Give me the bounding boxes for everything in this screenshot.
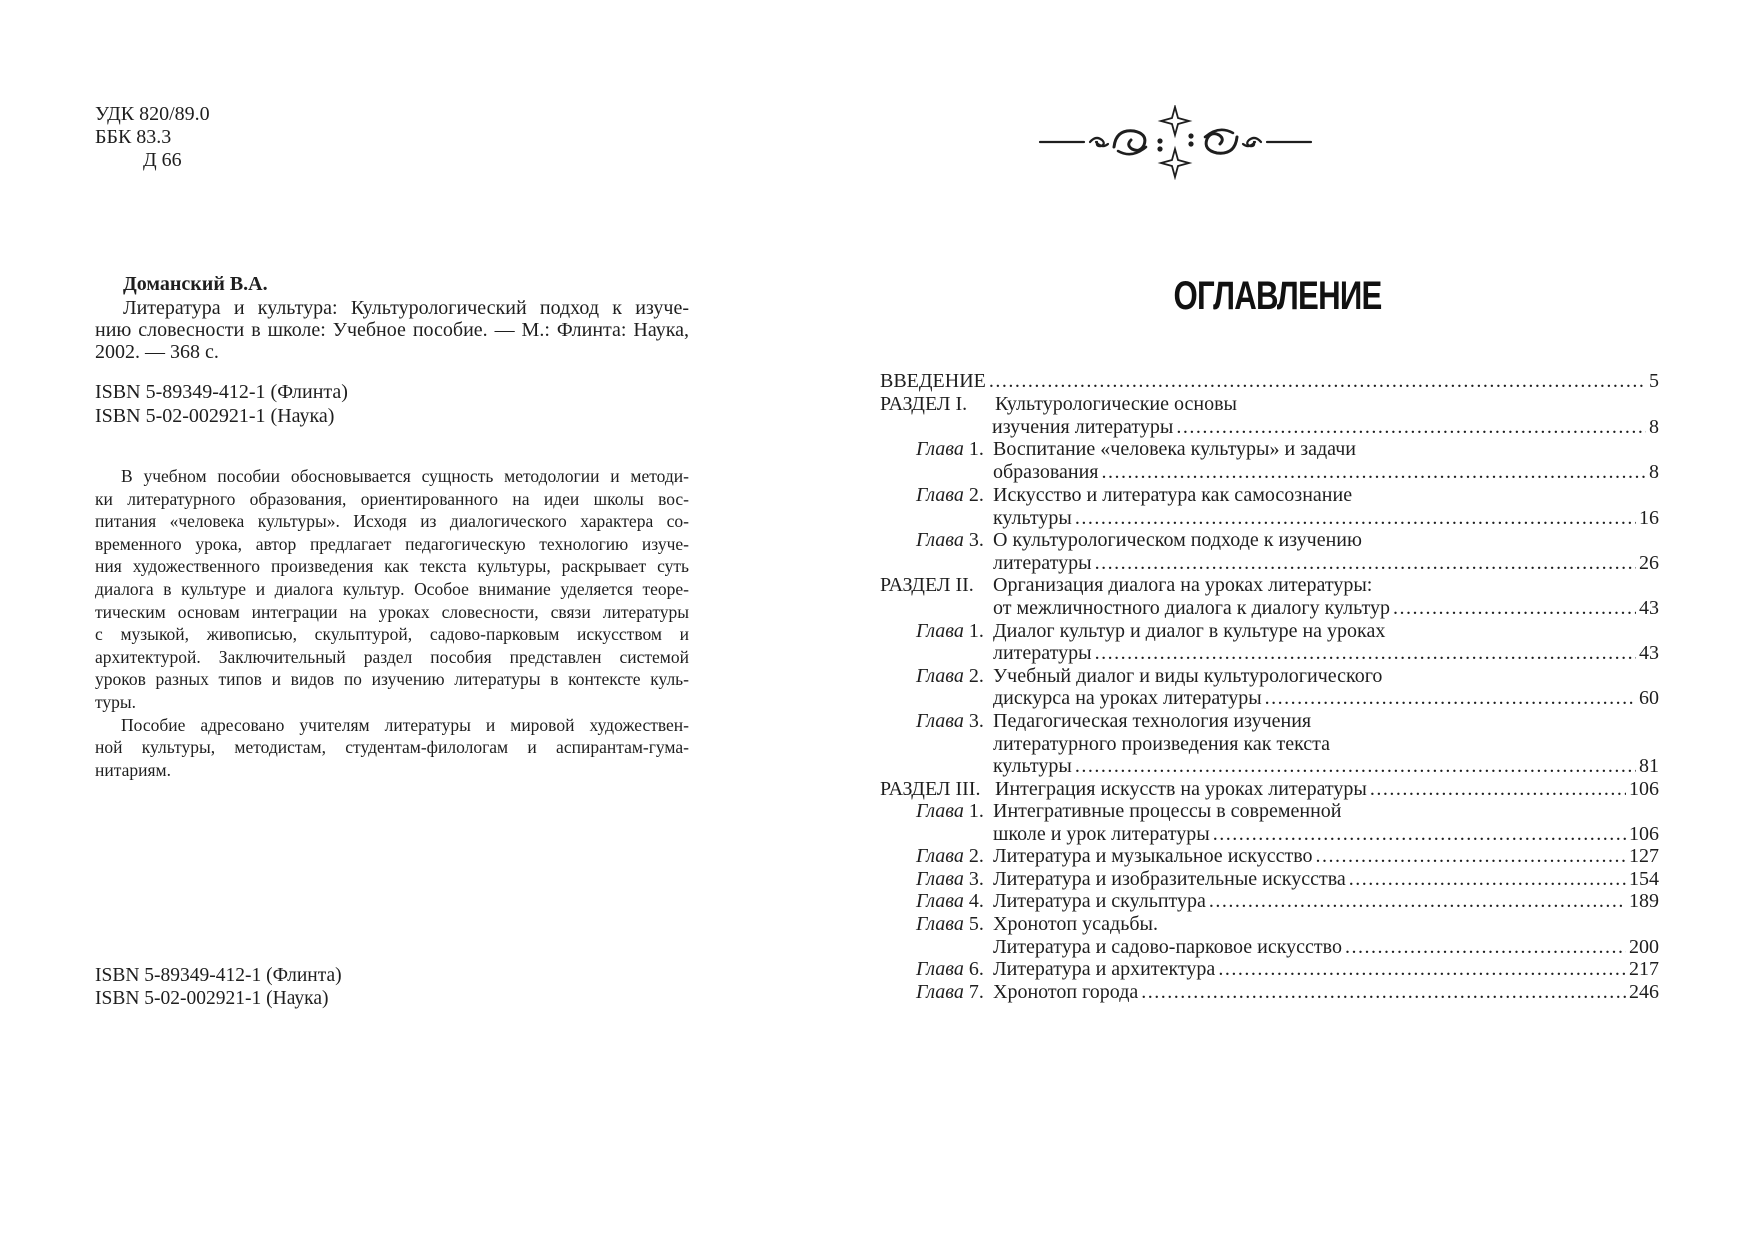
chapter-word: Глава [916,665,964,687]
toc-page-number: 8 [1649,416,1659,438]
ornament-vignette-icon [1038,105,1313,180]
chapter-word: Глава [916,845,964,867]
toc-entry-title: дискурса на уроках литературы [993,687,1262,709]
leader-dots [1141,980,1626,1005]
leader-dots [1095,641,1636,666]
chapter-last-line[interactable] [993,957,1659,982]
chapter-number: 3. [968,710,984,732]
toc-page-number: 200 [1629,936,1659,958]
leader-dots [1075,754,1636,779]
leader-dots [989,369,1646,394]
toc-entry-intro[interactable] [880,369,1659,394]
toc-page-number: 189 [1629,890,1659,912]
annotation-line: питания «человека культуры». Исходя из диалогического характера со- [95,511,689,532]
annotation-line: временного урока, автор предлагает педагогическую технологию изуче- [95,533,689,554]
isbn-line: ISBN 5-89349-412-1 (Флинта) [95,381,348,403]
toc-page-number: 81 [1639,755,1659,777]
isbn-line: ISBN 5-89349-412-1 (Флинта) [95,965,342,986]
isbn-top [95,380,348,428]
chapter-last-line[interactable] [993,844,1659,869]
toc-page-number: 217 [1629,958,1659,980]
toc-entry-title: литературы [993,642,1092,664]
toc-entry-title: Интеграция искусств на уроках литературы [995,778,1367,800]
chapter-title-line[interactable]: Интегративные процессы в современной [993,800,1342,822]
toc-page-number: 60 [1639,687,1659,709]
udk-code: УДК 820/89.0 [95,103,210,125]
annotation-line: ки литературного образования, ориентированного на идеи школы вос- [95,488,689,509]
chapter-title-line[interactable]: Педагогическая технология изучения [993,710,1312,732]
annotation-line: уроков разных типов и видов по изучению литературы в контексте куль- [95,669,689,690]
chapter-label [916,528,984,553]
chapter-title-line[interactable]: О культурологическом подходе к изучению [993,529,1362,551]
chapter-last-line[interactable] [993,686,1659,711]
toc-page-number: 16 [1639,507,1659,529]
chapter-word: Глава [916,981,964,1003]
toc-page-number: 246 [1629,981,1659,1003]
toc-entry-title: Хронотоп города [993,981,1139,1003]
chapter-word: Глава [916,800,964,822]
chapter-title-line[interactable]: Хронотоп усадьбы. [993,913,1158,935]
toc-page-number: 43 [1639,597,1659,619]
toc-entry-title: Литература и садово-парковое искусство [993,936,1342,958]
chapter-number: 4. [968,890,984,912]
right-page [880,0,1755,1240]
chapter-word: Глава [916,710,964,732]
toc-entry-title: ВВЕДЕНИЕ [880,370,986,392]
annotation-line: архитектурой. Заключительный раздел пособия представлен системой [95,646,689,667]
isbn-bottom [95,964,342,1010]
toc-page-number: 8 [1649,461,1659,483]
chapter-number: 7. [968,981,984,1003]
chapter-number: 3. [968,868,984,890]
chapter-title-line[interactable]: Учебный диалог и виды культурологического [993,665,1383,687]
toc-section-1-title-line: Культурологические основы [995,393,1237,415]
toc-section-2-last-line[interactable] [993,596,1659,621]
annotation-line: тическим основам интеграции на уроках словесности, связи литературы [95,601,689,622]
author-name: Доманский В.А. [123,273,268,295]
chapter-number: 1. [968,800,984,822]
annotation-line: ной культуры, методистам, студентам-филологам и аспирантам-гума- [95,737,689,758]
toc-section-2-title-line: Организация диалога на уроках литературы: [993,574,1373,596]
toc-entry-title: Литература и скульптура [993,890,1206,912]
toc-page-number: 106 [1629,823,1659,845]
annotation-line: нитариям. [95,759,171,780]
chapter-number: 2. [968,484,984,506]
chapter-last-line[interactable] [993,889,1659,914]
chapter-label [916,483,984,508]
ornament-dot [1157,146,1162,151]
chapter-last-line[interactable] [993,460,1659,485]
toc-entry-title: образования [993,461,1099,483]
toc-entry-title: от межличностного диалога к диалогу культур [993,597,1390,619]
chapter-label [916,709,984,734]
chapter-label [916,889,984,914]
chapter-word: Глава [916,890,964,912]
page-title: ОГЛАВЛЕНИЕ [1173,274,1382,318]
toc-page-number: 154 [1629,868,1659,890]
annotation-line: Пособие адресовано учителям литературы и мировой художествен- [121,714,689,735]
annotation-line: диалога в культуре и диалога культур. Особое внимание уделяется теоре- [95,578,689,599]
bbk-code: ББК 83.3 [95,126,172,148]
chapter-title-line[interactable]: Воспитание «человека культуры» и задачи [993,438,1356,460]
section-label: РАЗДЕЛ I. [880,393,968,415]
annotation [95,465,689,781]
toc-entry-title: литературы [993,552,1092,574]
chapter-number: 2. [968,845,984,867]
annotation-line: В учебном пособии обосновывается сущность методологии и методи- [121,466,689,486]
chapter-label [916,664,984,689]
leader-dots [1102,460,1647,485]
chapter-label [916,799,984,824]
toc-entry-title: школе и урок литературы [993,823,1210,845]
leader-dots [1209,889,1626,914]
bib-line: 2002. — 368 с. [95,341,219,363]
toc-page-number: 26 [1639,552,1659,574]
chapter-word: Глава [916,438,964,460]
annotation-line: с музыкой, живописью, скульптурой, садово-парковым искусством и [95,624,689,645]
chapter-word: Глава [916,529,964,551]
chapter-word: Глава [916,484,964,506]
ornament-dot [1188,141,1193,146]
chapter-last-line[interactable] [993,980,1659,1005]
leader-dots [1370,777,1626,802]
chapter-label [916,437,984,462]
chapter-number: 1. [968,438,984,460]
chapter-word: Глава [916,868,964,890]
annotation-line: ния художественного произведения как текста культуры, раскрывает суть [95,556,689,577]
author-sign: Д 66 [143,149,182,171]
section-label: РАЗДЕЛ III. [880,778,981,800]
chapter-number: 3. [968,529,984,551]
bibliographic-description [95,297,689,363]
toc-page-number: 5 [1649,370,1659,392]
toc-section-2-heading[interactable] [880,573,974,598]
section-label: РАЗДЕЛ II. [880,574,974,596]
chapter-label [916,619,984,644]
chapter-title-line[interactable]: Диалог культур и диалог в культуре на уроках [993,620,1386,642]
chapter-title-line[interactable]: Искусство и литература как самосознание [993,484,1353,506]
bib-line: нию словесности в школе: Учебное пособие. — М.: Флинта: Наука, [95,319,689,341]
toc-entry-title: культуры [993,507,1072,529]
toc-page-number: 127 [1629,845,1659,867]
toc-section-1-heading[interactable] [880,392,967,417]
leader-dots [1218,957,1626,982]
toc-entry-title: Литература и музыкальное искусство [993,845,1313,867]
isbn-line: ISBN 5-02-002921-1 (Наука) [95,988,329,1009]
annotation-line: туры. [95,691,137,712]
chapter-label [916,957,984,982]
star-bottom-icon [1161,149,1189,177]
classification-block [95,103,210,172]
toc-entry-title: Литература и архитектура [993,958,1216,980]
chapter-title-line[interactable]: литературного произведения как текста [993,733,1331,755]
toc-entry-title: Литература и изобразительные искусства [993,868,1346,890]
ornament-dot [1157,138,1162,143]
bib-line: Литература и культура: Культурологический подход к изуче- [123,297,689,319]
chapter-word: Глава [916,913,964,935]
chapter-number: 6. [968,958,984,980]
toc-entry-title: культуры [993,755,1072,777]
chapter-number: 5. [968,913,984,935]
chapter-number: 1. [968,620,984,642]
chapter-label [916,844,984,869]
chapter-last-line[interactable] [993,641,1659,666]
leader-dots [1393,596,1636,621]
star-top-icon [1161,107,1189,135]
chapter-word: Глава [916,958,964,980]
chapter-number: 2. [968,665,984,687]
chapter-last-line[interactable] [993,754,1659,779]
chapter-label [916,912,984,937]
toc-entry-title: изучения литературы [992,416,1174,438]
leader-dots [1316,844,1626,869]
scroll-right-big [1206,134,1237,154]
toc-page-number: 43 [1639,642,1659,664]
chapter-label [916,980,984,1005]
scroll-left-big [1114,131,1145,151]
leader-dots [1265,686,1636,711]
chapter-word: Глава [916,620,964,642]
ornament-dot [1188,133,1193,138]
toc-page-number: 106 [1629,778,1659,800]
isbn-line: ISBN 5-02-002921-1 (Наука) [95,405,335,427]
